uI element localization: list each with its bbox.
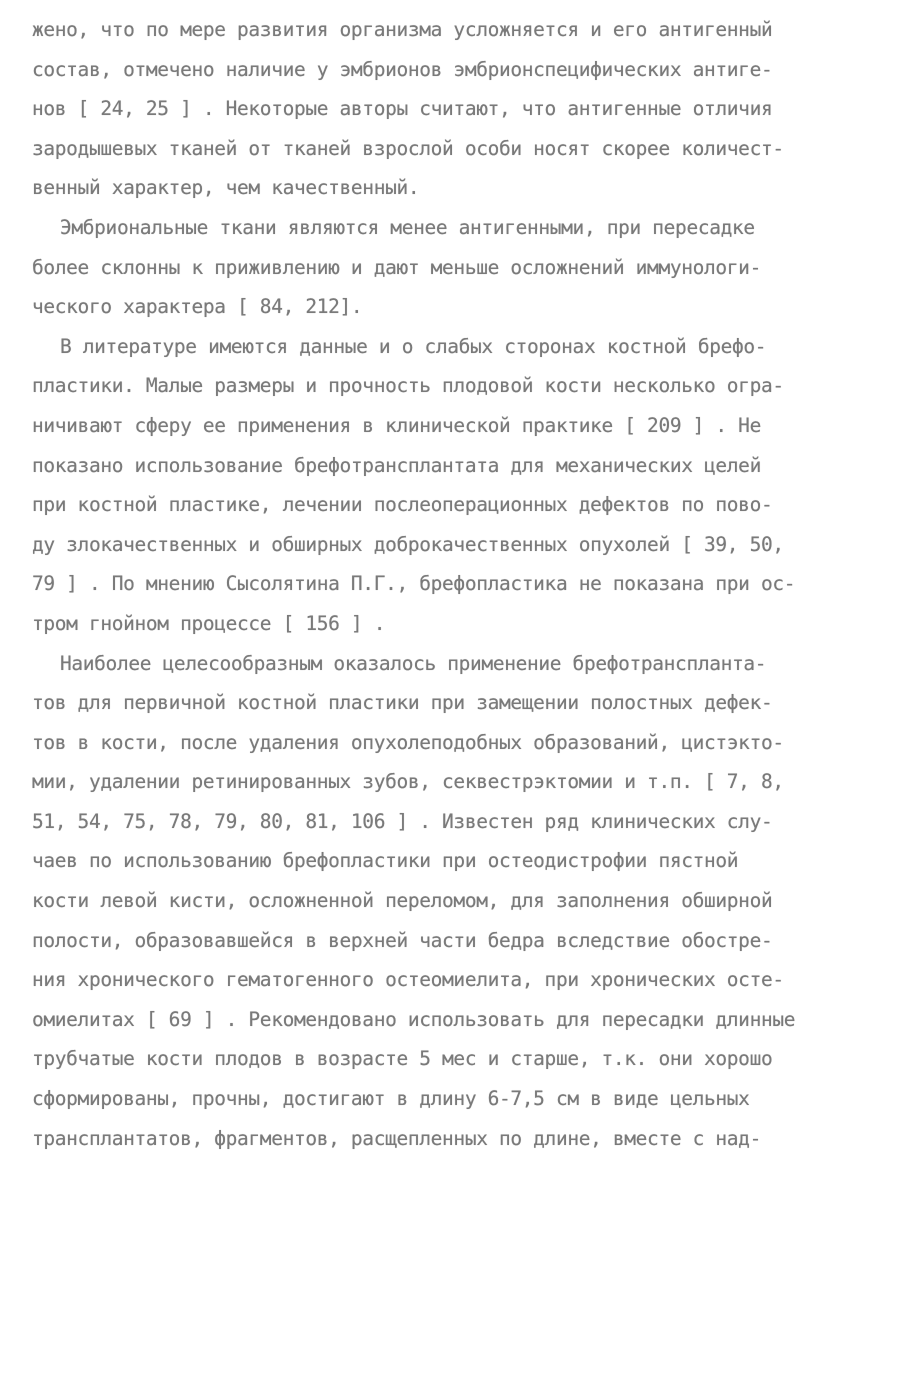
text-line: полости, образовавшейся в верхней части бедра вследствие обостре- (32, 928, 773, 952)
text-line: трубчатые кости плодов в возрасте 5 мес и старше, т.к. они хорошо (32, 1047, 773, 1071)
text-line: ду злокачественных и обширных доброкачественных опухолей [ 39, 50, (32, 532, 784, 556)
text-line: венный характер, чем качественный. (32, 176, 420, 200)
text-line: кости левой кисти, осложненной переломом, для заполнения обширной (32, 889, 773, 913)
text-line: чаев по использованию брефопластики при остеодистрофии пястной (32, 849, 739, 873)
text-line: ничивают сферу ее применения в клинической практике [ 209 ] . Не (32, 413, 761, 437)
text-line: более склонны к приживлению и дают меньше осложнений иммунологи- (32, 255, 761, 279)
text-line: 51, 54, 75, 78, 79, 80, 81, 106 ] . Известен ряд клинических слу- (32, 809, 773, 833)
text-line: при костной пластике, лечении послеоперационных дефектов по пово- (32, 493, 773, 517)
text-line: зародышевых тканей от тканей взрослой особи носят скорее количест- (32, 136, 784, 160)
text-line: ния хронического гематогенного остеомиелита, при хронических осте- (32, 968, 784, 992)
text-line: тром гнойном процессе [ 156 ] . (32, 611, 386, 635)
text-line: 79 ] . По мнению Сысолятина П.Г., брефопластика не показана при ос- (32, 572, 796, 596)
text-line: нов [ 24, 25 ] . Некоторые авторы считают, что антигенные отличия (32, 97, 773, 121)
text-line: тов для первичной костной пластики при замещении полостных дефек- (32, 691, 773, 715)
text-line: В литературе имеются данные и о слабых сторонах костной брефо- (60, 334, 767, 358)
text-line: жено, что по мере развития организма усложняется и его антигенный (32, 18, 773, 41)
text-line: сформированы, прочны, достигают в длину 6-7,5 см в виде цельных (32, 1087, 750, 1111)
text-line: состав, отмечено наличие у эмбрионов эмбрионспецифических антиге- (32, 57, 773, 81)
text-line: Эмбриональные ткани являются менее антигенными, при пересадке (60, 215, 755, 239)
text-line: трансплантатов, фрагментов, расщепленных по длине, вместе с над- (32, 1126, 761, 1150)
text-line: тов в кости, после удаления опухолеподобных образований, цистэкто- (32, 730, 784, 754)
text-line: пластики. Малые размеры и прочность плодовой кости несколько огра- (32, 374, 784, 398)
text-line: Наиболее целесообразным оказалось применение брефотранспланта- (60, 651, 767, 675)
text-line: омиелитах [ 69 ] . Рекомендовано использовать для пересадки длинные (32, 1007, 796, 1031)
text-line: показано использование брефотрансплантата для механических целей (32, 453, 761, 477)
text-line: мии, удалении ретинированных зубов, секвестрэктомии и т.п. [ 7, 8, (32, 770, 784, 794)
text-line: ческого характера [ 84, 212]. (32, 295, 363, 319)
